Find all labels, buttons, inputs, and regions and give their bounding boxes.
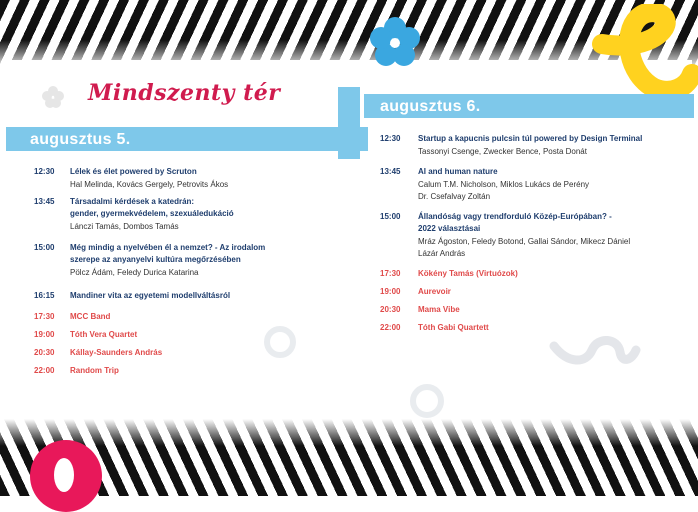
event-title: Kállay-Saunders András: [70, 348, 163, 357]
event-speakers: Calum T.M. Nicholson, Miklos Lukács de Perény: [418, 180, 590, 189]
event-time: 15:00: [380, 212, 401, 221]
event-time: 16:15: [34, 291, 55, 300]
event-title: Tóth Gabi Quartett: [418, 323, 489, 332]
event-speakers: Pölcz Ádám, Feledy Durica Katarina: [70, 268, 199, 277]
event-speakers: Lánczi Tamás, Dombos Tamás: [70, 222, 179, 231]
grey-squiggle-icon: [548, 330, 642, 374]
event-title: szerepe az anyanyelvi kultúra megőrzésében: [70, 255, 241, 264]
event-time: 13:45: [380, 167, 401, 176]
event-time: 12:30: [34, 167, 55, 176]
venue-title: Mindszenty tér: [88, 80, 281, 106]
event-title: Mandiner vita az egyetemi modellváltásról: [70, 291, 231, 300]
event-title: Lélek és élet powered by Scruton: [70, 167, 197, 176]
event-time: 19:00: [380, 287, 401, 296]
event-time: 20:30: [380, 305, 401, 314]
event-speakers: Mráz Ágoston, Feledy Botond, Gallai Sándor, Mikecz Dániel: [418, 237, 631, 246]
pink-blob-decoration: [30, 440, 102, 512]
event-speakers: Lázár András: [418, 249, 466, 258]
event-time: 20:30: [34, 348, 55, 357]
event-title: Startup a kapucnis pulcsin túl powered by Design Terminal: [418, 134, 643, 143]
event-title: Mama Vibe: [418, 305, 460, 314]
event-time: 22:00: [380, 323, 401, 332]
event-time: 12:30: [380, 134, 401, 143]
event-title: AI and human nature: [418, 167, 498, 176]
day-2-title: augusztus 6.: [380, 98, 481, 115]
event-time: 15:00: [34, 243, 55, 252]
event-speakers: Tassonyi Csenge, Zwecker Bence, Posta Donát: [418, 147, 587, 156]
grey-ring-decoration: [264, 326, 296, 358]
blue-bar-decoration: [338, 87, 360, 159]
event-title: Tóth Vera Quartet: [70, 330, 138, 339]
event-title: Állandóság vagy trendforduló Közép-Európában? -: [418, 212, 612, 221]
event-speakers: Hal Melinda, Kovács Gergely, Petrovits Ákos: [70, 180, 229, 189]
grey-flower-icon: [42, 86, 64, 108]
event-title: Még mindig a nyelvében él a nemzet? - Az irodalom: [70, 243, 266, 252]
event-title: gender, gyermekvédelem, szexuáledukáció: [70, 209, 234, 218]
day-1-title: augusztus 5.: [30, 131, 131, 148]
event-title: Kökény Tamás (Virtuózok): [418, 269, 518, 278]
event-time: 17:30: [34, 312, 55, 321]
event-time: 22:00: [34, 366, 55, 375]
event-title: Társadalmi kérdések a katedrán:: [70, 197, 195, 206]
event-time: 19:00: [34, 330, 55, 339]
event-title: MCC Band: [70, 312, 111, 321]
blue-flower-icon: [368, 16, 422, 70]
event-speakers: Dr. Csefalvay Zoltán: [418, 192, 491, 201]
event-time: 13:45: [34, 197, 55, 206]
event-title: 2022 választásai: [418, 224, 481, 233]
grey-ring-decoration: [410, 384, 444, 418]
event-time: 17:30: [380, 269, 401, 278]
event-title: Random Trip: [70, 366, 119, 375]
event-title: Aurevoir: [418, 287, 451, 296]
